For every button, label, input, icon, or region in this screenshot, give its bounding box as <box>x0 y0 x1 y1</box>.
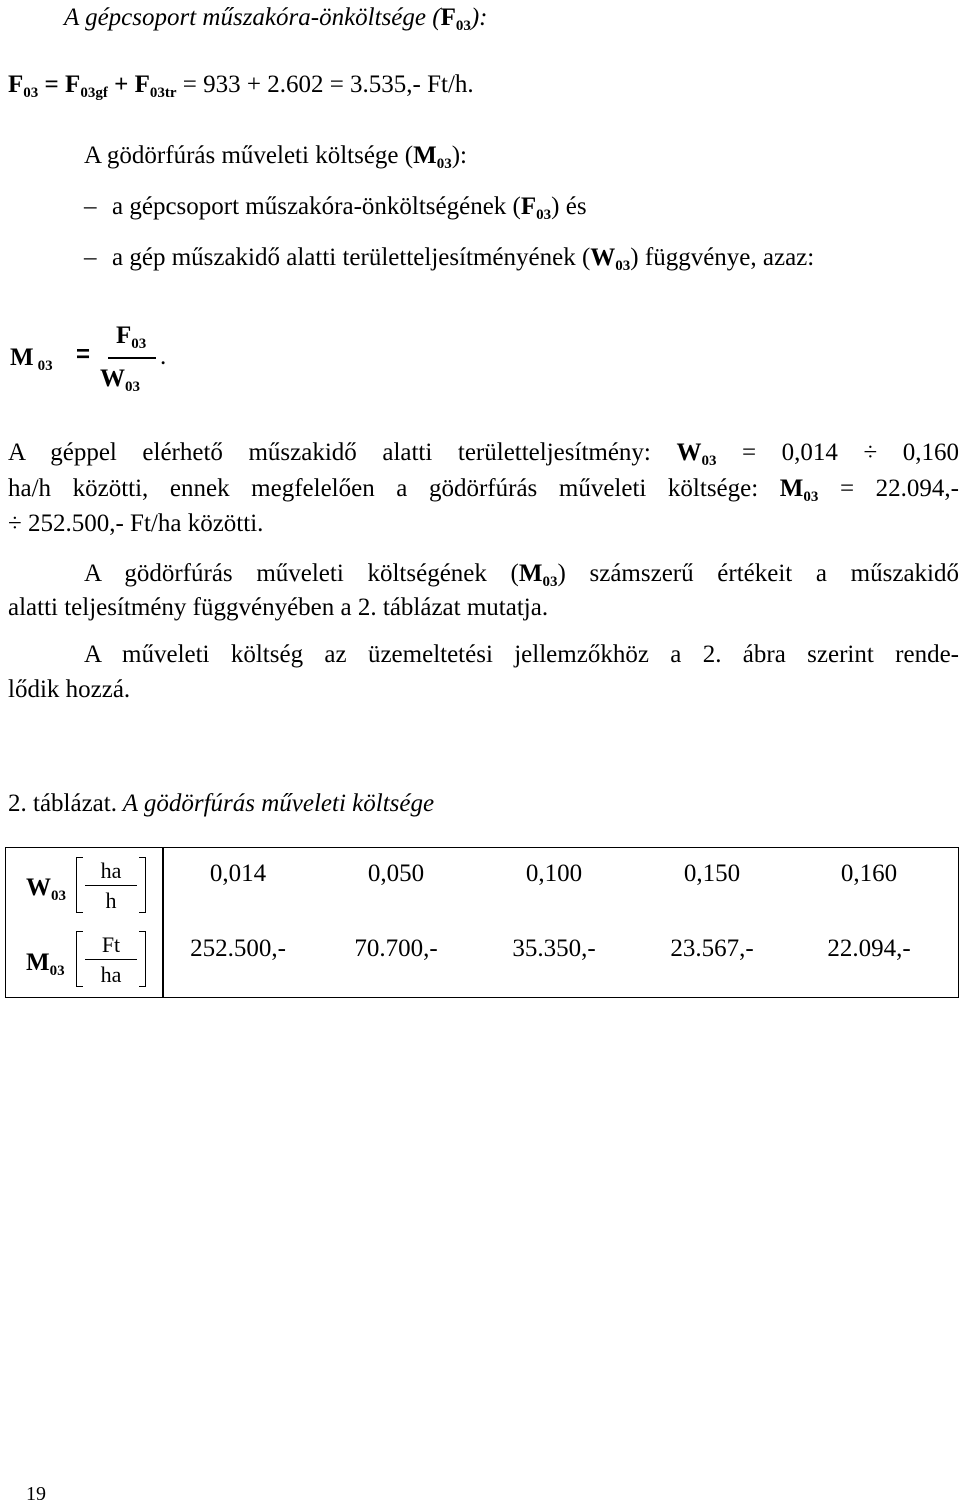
dash-icon: – <box>84 244 97 271</box>
para2-text: ) számszerű értékeit a műszakidő <box>557 560 959 587</box>
row-label-w <box>26 874 66 904</box>
intro-var: M <box>413 142 437 169</box>
eq-sub-03: 03 <box>23 85 39 101</box>
denominator-sub: 03 <box>125 379 140 395</box>
unit-bar <box>85 885 137 886</box>
dash-icon: – <box>84 193 97 220</box>
para1-var: M <box>779 475 804 502</box>
para3-text: A műveleti költség az üzemeltetési jellemzőkhöz a 2. ábra szerint rende- <box>84 641 959 668</box>
row-m-var: M <box>26 949 50 976</box>
fraction-formula <box>10 322 210 402</box>
formula-lhs-sub: 03 <box>37 358 53 374</box>
bullet-sub: 03 <box>615 258 631 274</box>
table-caption-label: 2. táblázat. <box>8 790 117 817</box>
bullet-after: ) és <box>551 193 587 220</box>
bullet-text: a gépcsoport műszakóra-önköltségének ( <box>112 193 521 220</box>
table-cell: 0,150 <box>683 860 741 887</box>
bullet-after: ) függvénye, azaz: <box>630 244 815 271</box>
para1-sub: 03 <box>701 453 717 469</box>
eq-sign: = <box>38 71 66 98</box>
row-m-sub: 03 <box>49 963 65 979</box>
table-cell: 22.094,- <box>827 935 911 962</box>
cost-equation <box>8 71 474 101</box>
table-cell: 0,160 <box>840 860 898 887</box>
formula-period: . <box>160 343 167 370</box>
table-cell: 23.567,- <box>670 935 754 962</box>
table-cell: 252.500,- <box>190 935 286 962</box>
divide-icon: ÷ <box>8 510 22 537</box>
para1-text: ha/h közötti, ennek megfelelően a gödörfúrás műveleti költsége: <box>8 475 759 502</box>
unit-bracket <box>76 931 146 987</box>
eq-sub-03gf: 03gf <box>80 85 108 101</box>
unit-bracket <box>76 857 146 913</box>
para2-text: alatti teljesítmény függvényében a 2. táblázat mutatja. <box>8 594 549 621</box>
bullet-var: F <box>520 193 537 220</box>
table-divider <box>162 848 164 997</box>
numerator-var: F <box>116 322 132 349</box>
unit-denominator: h <box>105 888 117 913</box>
heading-after: ): <box>470 4 488 31</box>
paragraph-line <box>84 560 959 590</box>
para1-text: A géppel elérhető műszakidő alatti területteljesítmény: <box>8 439 651 466</box>
eq-sub-03tr: 03tr <box>149 85 177 101</box>
heading-text: A gépcsoport műszakóra-önköltsége ( <box>64 4 441 31</box>
formula-lhs-var: M <box>10 344 34 371</box>
heading-var: F <box>440 4 456 31</box>
numerator-sub: 03 <box>131 336 147 352</box>
table-cell: 0,050 <box>367 860 425 887</box>
para2-text: A gödörfúrás műveleti költségének ( <box>84 560 519 587</box>
para1-text: 252.500,- Ft/ha közötti. <box>21 510 264 537</box>
formula-denominator <box>100 365 140 395</box>
heading-sub: 03 <box>455 18 471 34</box>
paragraph-line <box>8 511 263 536</box>
unit-denominator: ha <box>100 962 122 987</box>
denominator-var: W <box>100 365 125 392</box>
page-number: 19 <box>26 1483 46 1505</box>
paragraph-line <box>8 439 960 469</box>
para2-sub: 03 <box>542 574 558 590</box>
table-cell: 70.700,- <box>354 935 438 962</box>
bullet-text: a gép műszakidő alatti területteljesítményének ( <box>112 244 591 271</box>
eq-var-f-tr: F <box>134 71 150 98</box>
row-label-m <box>26 949 65 979</box>
data-table <box>5 847 959 998</box>
bullet-item <box>84 244 815 274</box>
unit-numerator: Ft <box>101 932 121 957</box>
intro-sub: 03 <box>436 156 452 172</box>
para2-var: M <box>518 560 543 587</box>
para1-value: = 22.094,- <box>839 475 959 502</box>
table-cell: 35.350,- <box>512 935 596 962</box>
row-w-var: W <box>26 874 51 901</box>
eq-var-f: F <box>8 71 24 98</box>
formula-equals: = <box>76 341 91 368</box>
table-caption <box>8 791 434 816</box>
section-heading <box>64 4 488 34</box>
eq-plus: + <box>107 71 135 98</box>
bullet-sub: 03 <box>536 207 552 223</box>
bullet-var: W <box>590 244 616 271</box>
formula-lhs <box>10 344 53 374</box>
unit-bar <box>85 959 137 960</box>
unit-numerator: ha <box>100 858 122 883</box>
table-cell: 0,014 <box>209 860 267 887</box>
paragraph-line <box>8 677 130 702</box>
para3-text: lődik hozzá. <box>8 676 131 703</box>
bullet-item <box>84 193 587 223</box>
intro-text: A gödörfúrás műveleti költsége ( <box>84 142 414 169</box>
operation-cost-intro <box>84 142 467 172</box>
para1-value: 0,160 <box>902 439 960 466</box>
eq-rest: = 933 + 2.602 = 3.535,- Ft/h. <box>176 71 474 98</box>
paragraph-line <box>8 595 548 620</box>
divide-icon: ÷ <box>863 439 878 466</box>
formula-numerator <box>116 322 147 352</box>
fraction-bar <box>108 357 156 359</box>
para1-value: = 0,014 <box>742 439 838 466</box>
paragraph-line <box>84 642 959 667</box>
eq-var-f-gf: F <box>65 71 81 98</box>
table-caption-title: A gödörfúrás műveleti költsége <box>116 790 435 817</box>
intro-after: ): <box>451 142 467 169</box>
paragraph-line <box>8 475 959 505</box>
para1-var: W <box>676 439 702 466</box>
row-w-sub: 03 <box>51 888 66 904</box>
table-cell: 0,100 <box>525 860 583 887</box>
para1-sub: 03 <box>803 489 819 505</box>
